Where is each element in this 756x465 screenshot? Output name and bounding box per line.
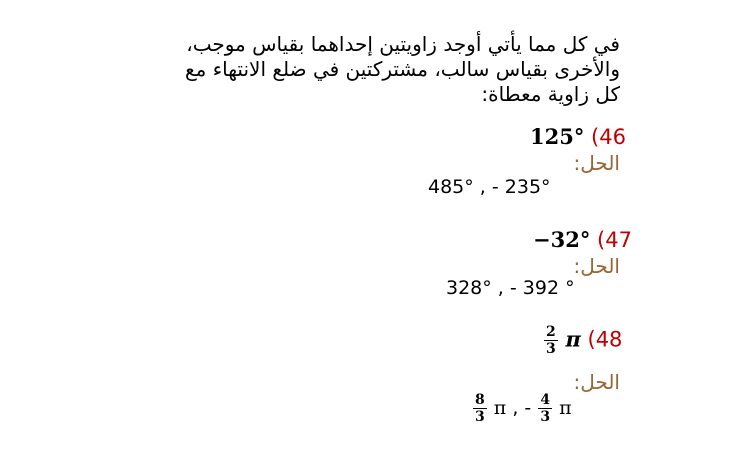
answer-47-text: 328° , - 392 ° xyxy=(446,277,575,299)
problem-46 xyxy=(530,124,626,149)
fraction-denominator: 3 xyxy=(540,409,551,425)
fraction-numerator: 8 xyxy=(475,392,485,408)
intro-line-2: والأخرى بقياس سالب، مشتركتين في ضلع الانتهاء مع xyxy=(185,57,620,81)
problem-48-number: (48 xyxy=(587,327,623,352)
solution-label-46: الحل: xyxy=(573,151,620,175)
fraction-numerator: 4 xyxy=(540,392,551,408)
problem-48 xyxy=(543,324,622,357)
problem-47-number: (47 xyxy=(597,228,632,252)
solution-label-47: الحل: xyxy=(573,254,620,278)
problem-46-expression: 125° xyxy=(530,124,585,149)
problem-48-fraction xyxy=(544,324,558,357)
answer-48-fraction-1 xyxy=(473,392,487,425)
problem-47-expression: −32° xyxy=(533,227,591,252)
pi-symbol: π xyxy=(565,326,581,352)
answer-48-fraction-2 xyxy=(538,392,552,425)
fraction-denominator: 3 xyxy=(546,341,556,357)
answer-46: 485° , - 235° xyxy=(428,176,551,198)
pi-symbol: π xyxy=(559,397,572,419)
pi-symbol: π xyxy=(493,397,507,419)
problem-46-number: (46 xyxy=(591,125,626,149)
fraction-numerator: 2 xyxy=(546,324,556,340)
answer-48 xyxy=(472,392,572,425)
problem-47 xyxy=(533,227,632,252)
intro-line-3: كل زاوية معطاة: xyxy=(481,82,620,106)
question-intro xyxy=(140,32,620,107)
fraction-denominator: 3 xyxy=(475,409,485,425)
solution-label-48: الحل: xyxy=(573,370,620,394)
answer-separator: , - xyxy=(512,397,532,419)
intro-line-1: في كل مما يأتي أوجد زاويتين إحداهما بقياس موجب، xyxy=(186,32,620,56)
